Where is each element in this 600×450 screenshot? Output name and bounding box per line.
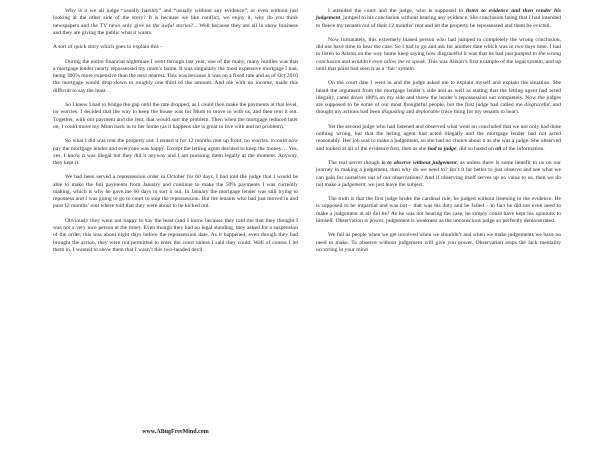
emphasis-text: all [495, 145, 502, 152]
paragraph: I attended the court and the judge, who is supposed to listen to evidence and then render his judgement, jumped to his conclusion without hearing any evidence. His conclusion being that I had intended to fleece my tenants out of their 12 months’ rent and let the property be repossessed and them be evicted. [316, 8, 561, 29]
paragraph: So I knew I had to bridge the gap until the rate dropped, as I could then make the payments at that level, no worries. I decided that the way to keep the house was for Mum to move in with us, and then rent it out. Together, with our payment and the rent, that would sort the problem. Then when the mortgage reduced later on, I could move my Mum back in to her home (as it happens she is great to live with and no problem). [53, 102, 299, 130]
left-column [53, 8, 298, 261]
paragraph: During the entire financial nightmare I went through last year, one of the many, many hurdles was that a mortgage lender nearly repossessed my mum’s home. It was singularly the most expensive mortgage I had, being 300% more expensive than the next nearest. This was because it was on a fixed rate and as of Oct 2010 the mortgage would drop down to roughly one third of the amount. And me with no income, made this difficult to say the least. [53, 58, 298, 94]
paragraph: On the court date I went in and the judge asked me to explain myself and explain the situation. She heard the argument from the mortgage lender’s side and as well as stating that the letting agent had acted illegally, came down 100% on my side and threw the lender’s repossession out completely. Now the judges are supposed to be some of our most thoughtful people, but the first judge had called me disgraceful, and thought my actions had been disgusting and deplorable (nice thing for my tenants to hear). [316, 80, 562, 116]
paragraph: Now fortunately, this extremely biased person who had jumped to completely the wrong conclusion, did not have time to hear the case. So I had to go and ask for another date which was in two days time. I had to listen to Alison on the way home keep saying how disgraceful it was that he had just jumped to the wrong conclusion and wouldn’t even allow me to speak. This was Alison’s first example of the legal system, and up until that point had seen it as a ‘fair’ system. [316, 36, 562, 72]
footer-url[interactable]: www.ABugFreeMind.com [142, 429, 209, 435]
emphasis-text: listen to evidence and then render his judgement [316, 8, 561, 22]
paragraph: A sort of quick story which goes to explain this - [53, 44, 163, 51]
paragraph: Obviously they were not happy to say the least (and I know because they told me that they thought I was not a very nice person at the time). Even though they had no legal standing, they asked for a suspension of the order, this was about eight days before the repossession date. As it happened, even though they had brought the action, they were not permitted to enter the court unless I said they could. Well of course I let them in, I wanted to show them that I wasn’t this two-headed devil. [53, 217, 298, 253]
paragraph: The real secret though is to observe without judgement, as unless there is some benefit to us on our journey in making a judgement, then why do we need to? Isn’t it far better to just observe and see what we can gain for ourselves out of our observations? And if observing itself serves up no value to us, then we do not make a judgement, we just leave the subject. [316, 160, 561, 188]
emphasis-text: jumped to the wrong conclusion [316, 51, 561, 65]
emphasis-text: disgraceful [524, 102, 550, 109]
emphasis-text: wouldn’t even allow me to speak [351, 58, 425, 65]
right-column [316, 8, 561, 261]
emphasis-text: disgusting [381, 109, 405, 116]
paragraph: We fail as people when we get involved when we shouldn’t and when we make judgements we have no need to make. To observe without judgement will give you power. Observation stops the lack mentality occurring in your mind [316, 232, 561, 253]
paragraph: We had been served a repossession order in October for 60 days. I had told the judge that I would be able to make the full payments from January and continue to make the 50% payments I was currently making, which is why he gave me 60 days to sort it out. In January the mortgage lender was still trying to repossess and I was going to go to court to stop the repossession. But the tenants who had just moved in and paid 12 months’ rent where told that they were about to be kicked out. [53, 174, 298, 210]
emphasis-text: is to observe without judgement [381, 160, 457, 166]
paragraph: Yet the second judge who had listened and observed what went on concluded that we not only had done nothing wrong, but that the letting agent had acted illegally and the mortgage lender had not acted reasonably. Her job was to make a judgement, so she had no choice about it as she was a judge. She observed and looked at all of the evidence first, then as she had to judge, did so based on all of the information. [316, 123, 561, 152]
emphasis-text: had to judge [427, 145, 457, 152]
emphasis-text: judgement [341, 181, 366, 188]
paragraph: Why is it we all judge “usually harshly” and “usually without any evidence”, or even without just looking at the other side of the story? It is because we like conflict, we enjoy it, why do you think newspapers and the TV news only give us the awful stories?... Well because they are all in show business and they are giving the public what it wants. [53, 8, 299, 36]
paragraph: The truth is that the first judge broke the cardinal rule, he judged without listening to the evidence. He is supposed to be impartial and was not – that was his duty and he failed – in fact he did not even need to make a judgement at all did he? As he was not hearing the case, he simply could have kept his opinions to himself. Observation is power, judgement is weakness as the unconscious judge so perfectly demonstrated. [316, 196, 561, 224]
emphasis-text: the awful stories [152, 22, 191, 29]
paragraph: So what I did was rent the property out. I rented it for 12 months rent up front, no worries. I could now pay the mortgage lender and everyone was happy. Except the letting agent decided to keep the money… Yes, yes, I know it was illegal but they did it anyway and I am pursuing them legally at the moment. Anyway, they kept it. [53, 138, 298, 166]
emphasis-text: deplorable [415, 109, 440, 116]
